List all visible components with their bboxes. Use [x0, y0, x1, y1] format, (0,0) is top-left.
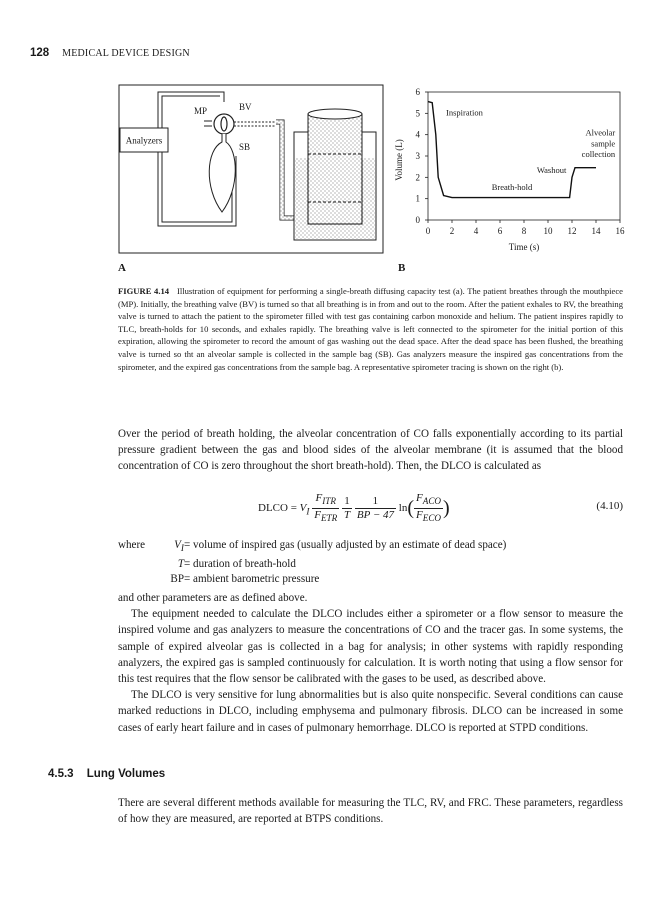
y-tick-label: 2 [415, 172, 420, 183]
time-fraction: $\frac{1}{T}$ [343, 495, 351, 522]
chart-annotation: collection [581, 149, 616, 160]
y-tick-label: 0 [415, 215, 420, 225]
chart-annotation: sample [591, 138, 616, 149]
spirometer-bell [308, 114, 362, 224]
x-tick-label: 8 [521, 226, 527, 236]
x-tick-label: 0 [425, 226, 431, 236]
spirometer-chart [388, 80, 636, 260]
paragraph-equipment: and other parameters are as defined above. The equipment needed to calculate the DLCO includes either a spirometer or a flow sensor to measure the inspired volume and gas analyzers to measure the concentrations of CO and the tracer gas. In some systems, the sample of expired alveolar gas is collected in a bag for analysis; in other systems with rapidly responding analyzers, the expired gas is sampled continuously for calculation. It is worth noting that using a flow sensor for this test requires that the flow sensor be calibrated with the gases to be used, as described above. The DLCO is very sensitive for lung abnormalities but is also quite nonspecific. Several conditions can cause marked reductions in DLCO, including emphysema and pulmonary fibrosis. DLCO can be increased in some cases of early heart failure and in cases of pulmonary hemorrhage. DLCO is reported at STPD conditions. [118, 592, 623, 734]
page-number: 128 [30, 47, 50, 59]
paragraph-lung-volumes: There are several different methods available for measuring the TLC, RV, and FRC. These parameters, regardless of how they are measured, are reported at BTPS conditions. [118, 797, 623, 826]
caption-text: Illustration of equipment for performing a single-breath diffusing capacity test (a). The patient breathes through the mouthpiece (MP). Initially, the breathing valve (BV) is turned so that all breathing is in from and out to the room. After the patient exhales to RV, the breathing valve is turned to attach the patient to the spirometer filled with test gas containing carbon monoxide and helium. The patient inspires rapidly to TLC, breath-holds for 10 seconds, and exhales rapidly. The breathing valve is left connected to the spirometer for the initial portion of this expiration, allowing the spirometer to record the amount of gas washing out the dead space. After the dead space has been flushed, the breathing valve is turned so tht an alveolar sample is collected in the sample bag (SB). Gas analyzers measure the inspired gas concentrations from the spirometer, and the expired gas concentrations from the sample bag. A representative spirometer tracing is shown on the right (b). [118, 286, 623, 372]
pressure-fraction: $\frac{1}{BP - 47}$ [356, 495, 395, 522]
panel-a-label: A [118, 262, 126, 274]
running-header [30, 47, 190, 59]
apparatus-diagram [118, 84, 384, 254]
y-tick-label: 1 [415, 193, 420, 204]
caption-label: FIGURE 4.14 [118, 286, 170, 296]
ftr-fraction: $\frac{F_{ITR}}{F_{ETR}}$ [314, 492, 338, 524]
x-tick-label: 14 [591, 226, 601, 236]
section-heading: 4.5.3 Lung Volumes [48, 768, 166, 780]
x-tick-label: 6 [497, 226, 503, 236]
y-tick-label: 6 [415, 87, 420, 97]
equation-number: (4.10) [596, 500, 623, 512]
x-tick-label: 4 [473, 226, 479, 236]
y-tick-label: 4 [415, 129, 420, 140]
chart-annotation: Washout [536, 165, 567, 176]
panel-b-label: B [398, 262, 406, 274]
paragraph-breath-holding: Over the period of breath holding, the alveolar concentration of CO falls exponentially according to its partial pressure gradient between the gas and blood sides of the alveolar membrane (it is assumed that the blood concentration of CO is zero throughout the short breath-hold). Then, the DLCO is calculated as [118, 428, 623, 473]
sb-label: SB [239, 142, 251, 152]
y-tick-label: 5 [415, 108, 420, 119]
x-tick-label: 12 [567, 226, 577, 236]
chart-annotation: Alveolar [585, 127, 616, 138]
chart-annotation: Breath-hold [491, 182, 533, 193]
running-title: MEDICAL DEVICE DESIGN [62, 48, 190, 59]
analyzers-label: Analyzers [125, 135, 163, 146]
mp-label: MP [194, 106, 208, 116]
figure-caption [118, 285, 623, 373]
x-axis-label: Time (s) [508, 242, 540, 252]
co-fraction: $\frac{F_{ACO}}{F_{ECO}}$ [416, 492, 442, 524]
x-tick-label: 16 [615, 226, 625, 236]
y-tick-label: 3 [415, 151, 420, 161]
bv-label: BV [239, 102, 252, 112]
variable-definitions: where $V_I$ = volume of inspired gas (usually adjusted by an estimate of dead space) T = duration of breath-hold BP = ambient barometric pressure [118, 539, 507, 585]
x-tick-label: 10 [543, 226, 553, 236]
x-tick-label: 2 [449, 226, 455, 236]
y-axis-label: Volume (L) [394, 139, 404, 181]
chart-annotation: Inspiration [446, 107, 483, 118]
dlco-equation: DLCO = $V_I$ $\frac{F_{ITR}}{F_{ETR}}$ $\frac{1}{T}$ $\frac{1}{BP - 47}$ ln( $\frac{F_{ACO}}{F_{ECO}}$ ) (4.10) [258, 492, 623, 524]
